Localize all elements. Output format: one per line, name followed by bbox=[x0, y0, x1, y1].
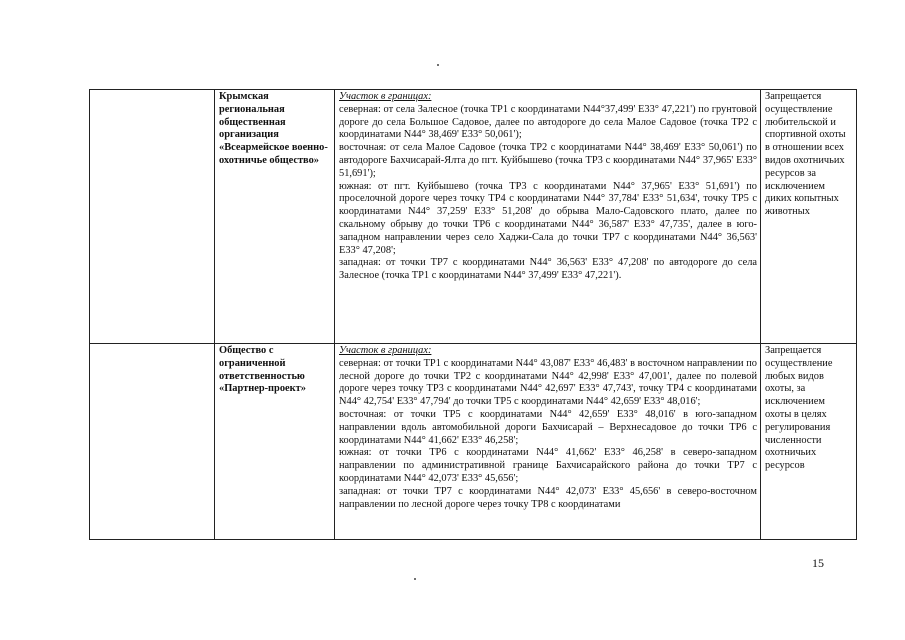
boundary-south: южная: от точки ТР6 с координатами N44° 41,662' Е33° 46,258' в северо-западном направлении по административной границе Бахчисарайского района до точки ТР7 с координатами N44° 42,073' Е33° 45,656'; bbox=[339, 447, 757, 484]
scan-speck bbox=[414, 578, 416, 580]
table-row bbox=[90, 90, 857, 344]
hunting-restrictions-table bbox=[89, 89, 857, 540]
boundary-east: восточная: от села Малое Садовое (точка ТР2 с координатами N44° 38,469' Е33° 50,061') по автодороге Бахчисарай-Ялта до пгт. Куйбышево (точка ТР3 с координатами N44° 37,965' Е33° 51,691'); bbox=[339, 142, 757, 179]
boundary-description-cell bbox=[335, 344, 761, 540]
organization-cell: Общество с ограниченной ответственностью «Партнер-проект» bbox=[215, 344, 335, 540]
boundary-north: северная: от точки ТР1 с координатами N44° 43,087' Е33° 46,483' в восточном направлении по лесной дороге до точки ТР2 с координатами N44° 42,998' Е33° 47,001', далее по полевой дороге через точку ТР3 с координатами N44° 42,697' Е33° 47,743', точку ТР4 с координатами N44° 42,754' Е33° 47,794' до точки ТР5 с координатами N44° 42,659' Е33° 48,016'; bbox=[339, 357, 757, 408]
boundary-north: северная: от села Залесное (точка ТР1 с координатами N44°37,499' Е33° 47,221') по грунтовой дороге до села Большое Садовое, далее по автодороге до села Малое Садовое (точка ТР2 с координатами N44° 38,469' Е33° 50,061'); bbox=[339, 103, 757, 141]
organization-cell: Крымская региональная общественная организация «Всеармейское военно-охотничье общество» bbox=[215, 90, 335, 344]
boundary-south: южная: от пгт. Куйбышево (точка ТР3 с координатами N44° 37,965' Е33° 51,691') по проселочной дороге через точку ТР4 с координатами N44° 37,784' Е33° 51,634', точку ТР5 с координатами N44° 37,259' Е33° 51,208' до обрыва Мало-Садовского плато, далее по скальному обрыву до точки ТР6 с координатами N44° 36,587' Е33° 47,735', далее в юго-западном направлении через село Хаджи-Сала до точки ТР7 с координатами N44° 36,563' Е33° 47,208'; bbox=[339, 180, 757, 256]
restriction-cell: Запрещается осуществление любительской и спортивной охоты в отношении всех видов охотничьих ресурсов за исключением диких копытных животных bbox=[761, 90, 857, 344]
boundary-west: западная: от точки ТР7 с координатами N44° 36,563' Е33° 47,208' по автодороге до села Залесное (точка ТР1 с координатами N44° 37,499' Е33° 47,221'). bbox=[339, 257, 757, 282]
boundary-east: восточная: от точки ТР5 с координатами N44° 42,659' Е33° 48,016' в юго-западном направлении вдоль автомобильной дороги Бахчисарай – Верхнесадовое до точки ТР6 с координатами N44° 41,662' Е33° 46,258'; bbox=[339, 408, 757, 446]
restriction-cell: Запрещается осуществление любых видов охоты, за исключением охоты в целях регулирования численности охотничьих ресурсов bbox=[761, 344, 857, 540]
page-number: 15 bbox=[812, 556, 824, 570]
row-number-cell bbox=[90, 344, 215, 540]
section-heading: Участок в границах: bbox=[339, 91, 432, 102]
boundary-west: западная: от точки ТР7 с координатами N44° 42,073' Е33° 45,656' в северо-восточном направлении по лесной дороге через точку ТР8 с координатами bbox=[339, 485, 757, 510]
boundary-description-cell bbox=[335, 90, 761, 344]
section-heading: Участок в границах: bbox=[339, 345, 432, 356]
row-number-cell bbox=[90, 90, 215, 344]
table-row bbox=[90, 344, 857, 540]
scan-speck bbox=[437, 64, 439, 66]
